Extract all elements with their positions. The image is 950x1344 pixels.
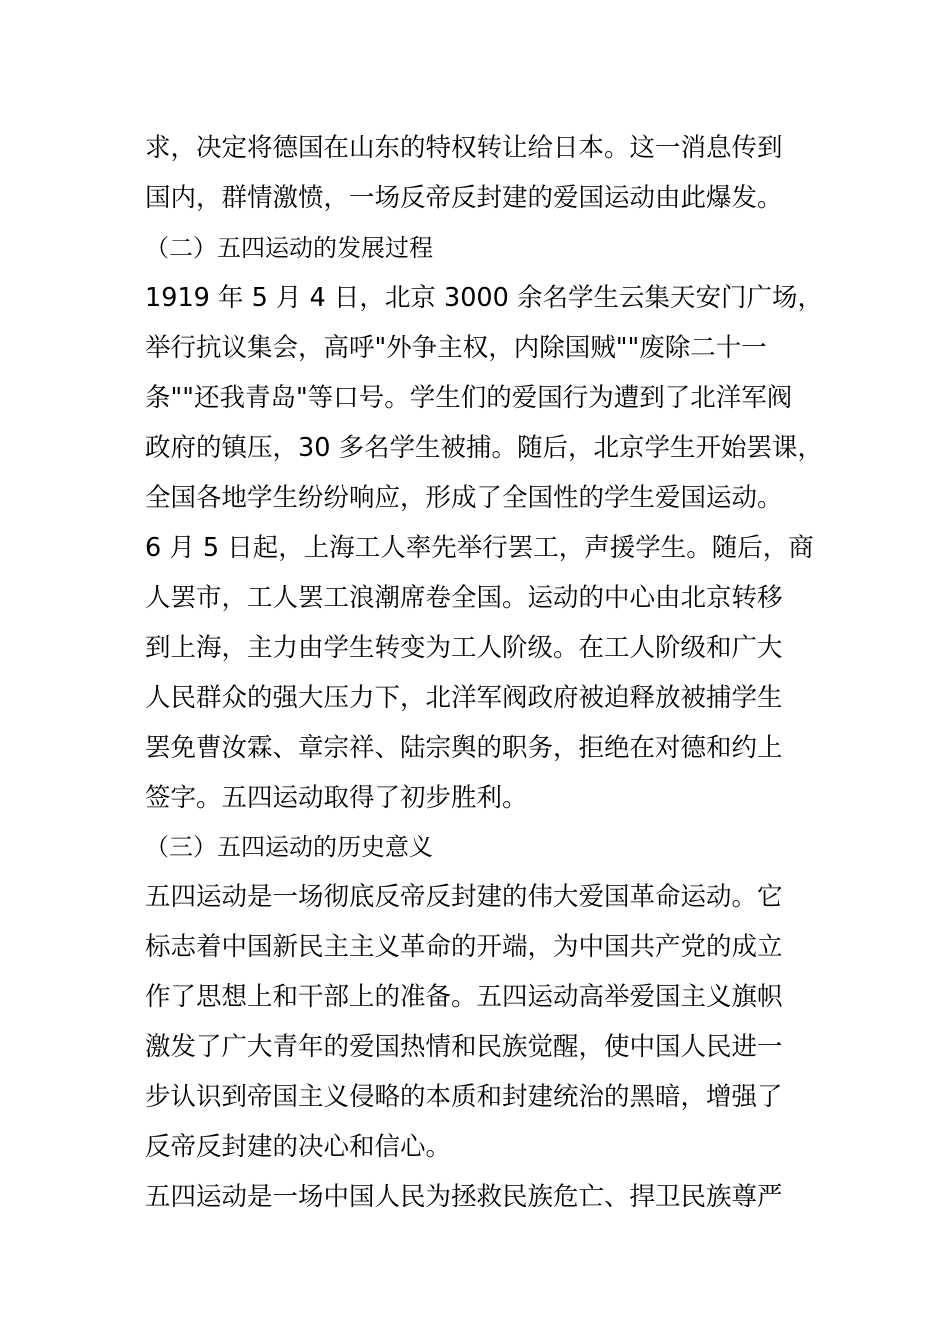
text-line: 反帝反封建的决心和信心。 (145, 1132, 452, 1162)
text-line: 五四运动是一场中国人民为拯救民族危亡、捍卫民族尊严 (145, 1182, 783, 1212)
text-line: 人罢市，工人罢工浪潮席卷全国。运动的中心由北京转移 (145, 583, 783, 613)
text-line: 到上海，主力由学生转变为工人阶级。在工人阶级和广大 (145, 633, 783, 663)
text-line: 步认识到帝国主义侵略的本质和封建统治的黑暗，增强了 (145, 1082, 783, 1112)
text-line: 五四运动是一场彻底反帝反封建的伟大爱国革命运动。它 (145, 882, 783, 912)
text-line: 全国各地学生纷纷响应，形成了全国性的学生爱国运动。 (145, 483, 783, 513)
text-line: 条""还我青岛"等口号。学生们的爱国行为遭到了北洋军阀 (145, 383, 793, 413)
text-line: 1919 年 5 月 4 日，北京 3000 余名学生云集天安门广场， (145, 283, 823, 313)
text-line: 激发了广大青年的爱国热情和民族觉醒，使中国人民进一 (145, 1032, 783, 1062)
section-heading: （二）五四运动的发展过程 (145, 234, 433, 262)
text-line: 国内，群情激愤，一场反帝反封建的爱国运动由此爆发。 (145, 183, 783, 213)
text-line: 举行抗议集会，高呼"外争主权，内除国贼""废除二十一 (145, 333, 767, 363)
text-line: 作了思想上和干部上的准备。五四运动高举爱国主义旗帜 (145, 982, 783, 1012)
text-line: 签字。五四运动取得了初步胜利。 (145, 783, 528, 813)
text-line: 标志着中国新民主主义革命的开端，为中国共产党的成立 (145, 932, 783, 962)
text-line: 罢免曹汝霖、章宗祥、陆宗舆的职务，拒绝在对德和约上 (145, 733, 783, 763)
section-heading: （三）五四运动的历史意义 (145, 833, 433, 861)
text-line: 人民群众的强大压力下，北洋军阀政府被迫释放被捕学生 (145, 683, 783, 713)
text-line: 6 月 5 日起，上海工人率先举行罢工，声援学生。随后，商 (145, 533, 814, 563)
text-line: 政府的镇压，30 多名学生被捕。随后，北京学生开始罢课， (145, 433, 824, 463)
text-line: 求，决定将德国在山东的特权转让给日本。这一消息传到 (145, 133, 783, 163)
